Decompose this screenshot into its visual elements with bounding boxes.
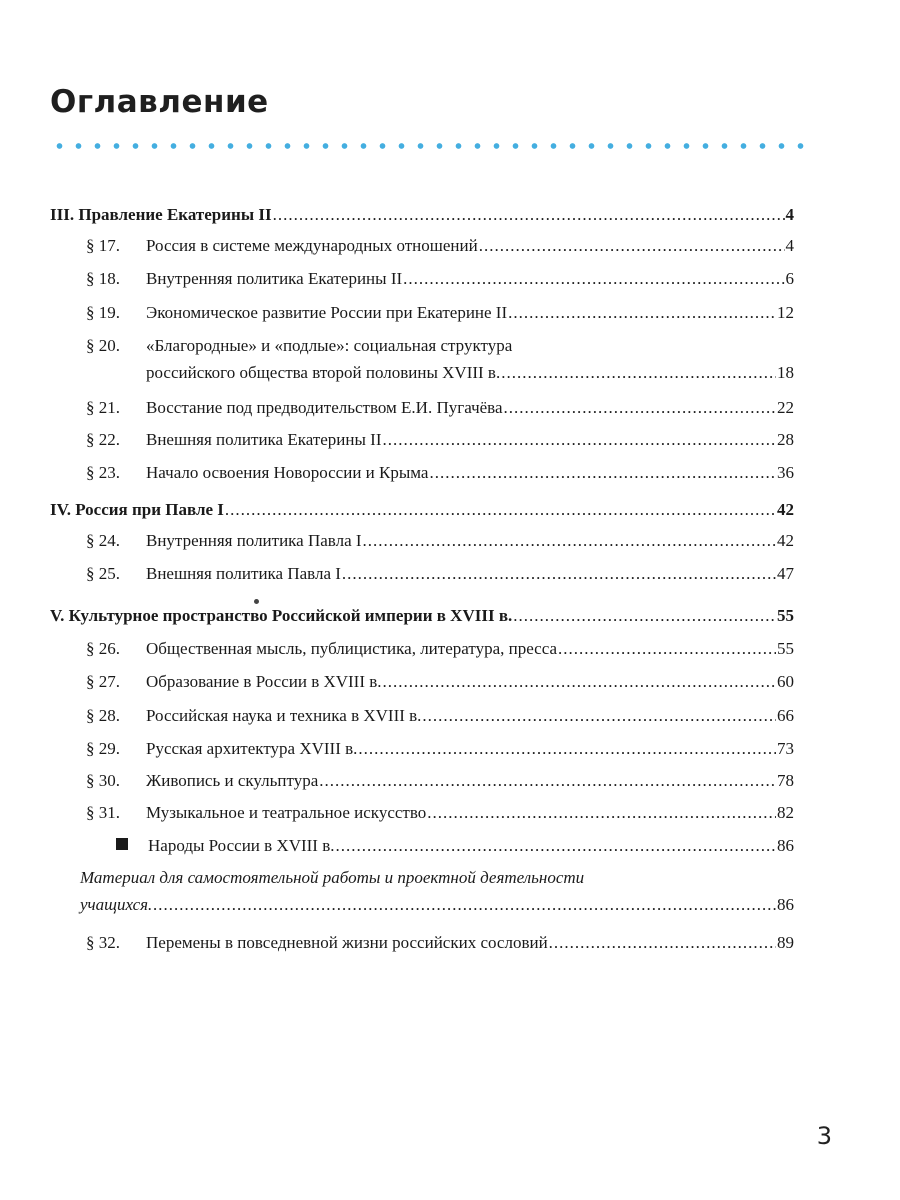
toc-page-number: 28 (777, 430, 794, 449)
toc-section-21[interactable] (86, 396, 794, 422)
section-title: Внутренняя политика Екатерины II (146, 269, 403, 288)
dot-leader (273, 203, 785, 227)
toc-part-title: III. Правление Екатерины II (50, 205, 272, 224)
section-number: § 22. (86, 430, 120, 449)
toc-page-number: 78 (777, 771, 794, 790)
section-number: § 24. (86, 531, 120, 550)
section-number: § 25. (86, 564, 120, 583)
toc-page-number: 89 (777, 933, 794, 952)
toc-section-22[interactable] (86, 428, 794, 454)
section-title: Россия в системе международных отношений (146, 236, 478, 255)
dot-leader (422, 704, 776, 728)
toc-section-25[interactable] (86, 562, 794, 588)
dot-leader (427, 801, 776, 825)
section-title: российского общества второй половины XVIII в. (146, 363, 501, 382)
section-title: Перемены в повседневной жизни российских сословий (146, 933, 548, 952)
section-number: § 20. (86, 336, 120, 355)
section-number: § 30. (86, 771, 120, 790)
dot-leader (225, 498, 776, 522)
toc-page-number: 12 (777, 303, 794, 322)
section-number: § 23. (86, 463, 120, 482)
toc-page-number: 66 (777, 706, 794, 725)
section-title: Образование в России в XVIII в. (146, 672, 382, 691)
dot-leader (549, 931, 776, 955)
section-number: § 21. (86, 398, 120, 417)
toc-section-20-line2[interactable] (146, 361, 794, 387)
dot-leader (319, 769, 776, 793)
section-title: Живопись и скульптура (146, 771, 319, 790)
section-title: Общественная мысль, публицистика, литература, пресса (146, 639, 558, 658)
material-note-line1: Материал для самостоятельной работы и проектной деятельности (80, 868, 585, 887)
toc-part-title: IV. Россия при Павле I (50, 500, 224, 519)
dot-leader (479, 234, 785, 258)
section-number: § 29. (86, 739, 120, 758)
toc-part-3[interactable] (50, 203, 794, 229)
section-number: § 28. (86, 706, 120, 725)
toc-page-number: 55 (777, 639, 794, 658)
section-number: § 27. (86, 672, 120, 691)
toc-section-32[interactable] (86, 931, 794, 957)
section-number: § 31. (86, 803, 120, 822)
dot-leader (383, 670, 776, 694)
dot-leader (342, 562, 776, 586)
toc-page-number: 18 (777, 363, 794, 382)
dot-leader (336, 834, 777, 858)
section-title: Внешняя политика Екатерины II (146, 430, 382, 449)
section-number: § 19. (86, 303, 120, 322)
section-title: Восстание под предводительством Е.И. Пугачёва (146, 398, 503, 417)
material-note-line2[interactable] (80, 893, 794, 919)
section-title-line1: «Благородные» и «подлые»: социальная структура (146, 336, 513, 355)
toc-section-19[interactable] (86, 301, 794, 327)
toc-section-31[interactable] (86, 801, 794, 827)
dot-leader (429, 461, 776, 485)
toc-page-number: 42 (777, 531, 794, 550)
section-title: Музыкальное и театральное искусство (146, 803, 427, 822)
toc-page-number: 42 (777, 500, 794, 519)
section-title: Экономическое развитие России при Екатерине II (146, 303, 508, 322)
toc-section-27[interactable] (86, 670, 794, 696)
toc-page-number: 55 (777, 606, 794, 625)
toc-part-4[interactable] (50, 498, 794, 524)
page-number: 3 (816, 1122, 832, 1150)
section-title: Начало освоения Новороссии и Крыма (146, 463, 429, 482)
toc-page-number: 4 (785, 236, 794, 255)
toc-page-number: 73 (777, 739, 794, 758)
toc-section-28[interactable] (86, 704, 794, 730)
toc-section-30[interactable] (86, 769, 794, 795)
toc-section-20-line1[interactable] (86, 334, 794, 360)
toc-page-number: 86 (777, 836, 794, 855)
section-number: § 17. (86, 236, 120, 255)
toc-page-number: 60 (777, 672, 794, 691)
square-bullet-icon (116, 838, 128, 850)
dot-leader (358, 737, 776, 761)
toc-bullet-item[interactable] (116, 834, 794, 860)
toc-part-5[interactable] (50, 604, 794, 630)
toc-section-17[interactable] (86, 234, 794, 260)
dot-leader (508, 301, 776, 325)
section-title: Народы России в XVIII в. (148, 836, 335, 855)
page-title: Оглавление (50, 84, 269, 120)
dot-leader (501, 361, 776, 385)
section-title: Внешняя политика Павла I (146, 564, 341, 583)
dot-leader (363, 529, 776, 553)
dot-leader (153, 893, 776, 917)
section-number: § 32. (86, 933, 120, 952)
section-number: § 18. (86, 269, 120, 288)
section-title: Российская наука и техника в XVIII в. (146, 706, 422, 725)
toc-page-number: 6 (785, 269, 794, 288)
dot-leader (558, 637, 776, 661)
toc-section-24[interactable] (86, 529, 794, 555)
toc-section-18[interactable] (86, 267, 794, 293)
toc-page-number: 36 (777, 463, 794, 482)
dot-leader (504, 396, 776, 420)
toc-section-26[interactable] (86, 637, 794, 663)
toc-page-number: 22 (777, 398, 794, 417)
toc-page-number: 86 (777, 895, 794, 914)
toc-part-title: V. Культурное пространство Российской империи в XVIII в. (50, 606, 513, 625)
section-title: Русская архитектура XVIII в. (146, 739, 358, 758)
section-number: § 26. (86, 639, 120, 658)
toc-page-number: 4 (785, 205, 794, 224)
dot-leader (403, 267, 784, 291)
dot-leader (513, 604, 776, 628)
dot-leader (383, 428, 777, 452)
toc-section-29[interactable] (86, 737, 794, 763)
toc-section-23[interactable] (86, 461, 794, 487)
toc-page-number: 82 (777, 803, 794, 822)
toc-page-number: 47 (777, 564, 794, 583)
section-title: Внутренняя политика Павла I (146, 531, 362, 550)
material-note-title: учащихся. (80, 895, 153, 914)
